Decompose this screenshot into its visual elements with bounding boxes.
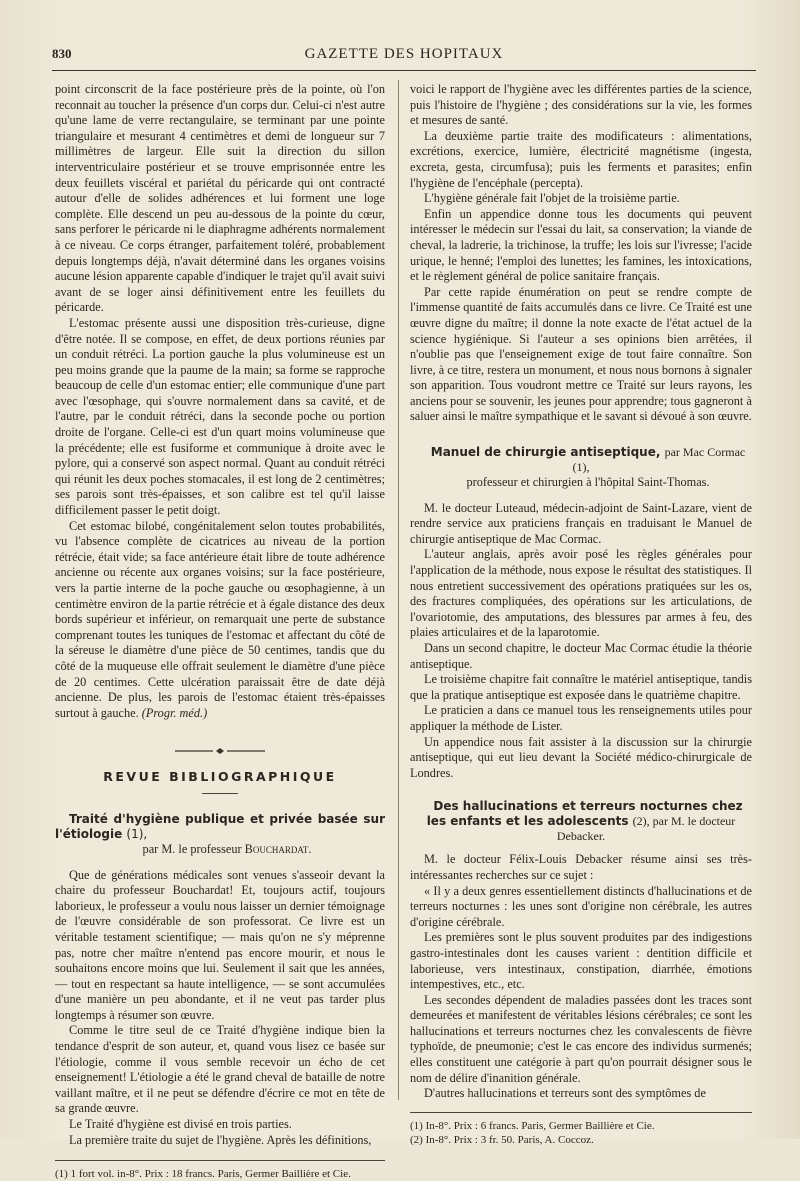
paragraph: La première traite du sujet de l'hygiène. Après les définitions,: [69, 1132, 372, 1147]
paragraph: Comme le titre seul de ce Traité d'hygiène indique bien la tendance d'esprit de son auteur, et, quand vous lisez ce basée sur l'étiologie, comme il vous semble recevoir un écho de cet enseignement! L'étiologie a été le grand cheval de bataille de notre vaillant maître, et il ne peut se défendre d'écrire ce mot en tête de sa grande œuvre.: [55, 1023, 385, 1116]
paragraph: voici le rapport de l'hygiène avec les différentes parties de la science, puis l'histoire de l'hygiène ; des considérations sur la vie, les formes et mesures de santé.: [410, 82, 752, 128]
author-name: Bouchardat.: [244, 841, 312, 856]
header-rule: [52, 70, 756, 71]
paragraph: Par cette rapide énumération on peut se rendre compte de l'immense quantité de faits accumulés dans ce livre. Ce Traité est une œuvre digne du maître; il donne la note exacte de l'état actuel de la science hygiénique. Si l'auteur a ses opinions bien arrêtées, il n'oublie pas que l'enseignement exige de tout faire connaître. Son livre, à ce titre, restera un monument, et nous nous bornons à signaler son apparition. Tous voudront mettre ce Traité sur leurs rayons, les anciens pour se souvenir, les jeunes pour apprendre; tous gagneront à saluer ainsi le maître sympathique et le savant si dévoué à son œuvre.: [410, 284, 752, 424]
paragraph: Le troisième chapitre fait connaître le matériel antiseptique, tandis que la pratique antiseptique est exposée dans le quatrième chapitre.: [410, 672, 752, 702]
page-number: 830: [52, 46, 72, 61]
book-author-line: par Mac Cormac (1),: [572, 445, 746, 475]
paragraph: [55, 519, 385, 722]
citation: (Progr. méd.): [141, 705, 208, 720]
paragraph: Le praticien a dans ce manuel tous les renseignements utiles pour appliquer la méthode de Lister.: [410, 703, 752, 733]
book-title-text: Traité d'hygiène publique et privée basée sur l'étiologie: [55, 811, 385, 841]
author-prefix: par M. le professeur: [142, 841, 242, 856]
column-divider: [398, 80, 399, 1100]
journal-title: GAZETTE DES HOPITAUX: [304, 46, 504, 62]
paragraph: L'hygiène générale fait l'objet de la troisième partie.: [424, 191, 680, 206]
paragraph: L'auteur anglais, après avoir posé les règles générales pour l'application de la méthode, nous expose le résultat des statistiques. Il nous entretient successivement des opérations pratiquées sur les os, des fractures compliquées, des opérations sur les articulations, de l'ovariotomie, des amputations, des blessures par armes à feu, des plaies articulaires et de la laparotomie.: [410, 547, 752, 640]
footnote: (1) In-8°. Prix : 6 francs. Paris, Germer Baillière et Cie.: [410, 1119, 655, 1132]
right-column: [410, 82, 752, 1147]
page-header: [52, 46, 756, 68]
paragraph: Les secondes dépendent de maladies passées dont les traces sont demeurées et manifestent de véritables lésions cérébrales; ce sont les hallucinations et terreurs nocturnes chez les convalescents de fièvre typhoïde, de pneumonie; c'est le cas encore des individus surmenés; elles constituent une catégorie à part qu'on pourrait désigner sous le nom de délire d'inanition générale.: [410, 992, 752, 1085]
paragraph: M. le docteur Félix-Louis Debacker résume ainsi ses très-intéressantes recherches sur ce sujet :: [410, 852, 752, 882]
section-title: REVUE BIBLIOGRAPHIQUE: [103, 769, 337, 785]
paragraph: M. le docteur Luteaud, médecin-adjoint de Saint-Lazare, vient de rendre service aux praticiens français en traduisant le Manuel de chirurgie antiseptique de Mac Cormac.: [410, 500, 752, 546]
paragraph: L'estomac présente aussi une disposition très-curieuse, digne d'être notée. Il se compose, en effet, de deux portions réunies par un conduit rétréci. La portion gauche la plus volumineuse est un peu moins grande que la paume de la main; sa forme se rapproche beaucoup de celle d'un estomac entier; elle communique d'une part avec l'œsophage, qui s'ouvre normalement dans sa cavité, et de l'autre, par le conduit rétréci, dans la seconde poche ou portion droite de l'organe. Celle-ci est d'un quart moins volumineuse que la précédente; elle est fusiforme et communique à droite avec le pylore, qui a conservé son aspect normal. Quant au conduit rétréci qui réunit les deux poches stomacales, il est long de 2 centimètres; ses parois sont très-épaisses, et son calibre est tel qu'il laisse difficilement passer le petit doigt.: [55, 315, 385, 518]
paragraph: point circonscrit de la face postérieure près de la pointe, où l'on reconnait au toucher la présence d'un corps dur. Celui-ci n'est autre qu'une lame de verre rectangulaire, se terminant par une pointe triangulaire et mesurant 4 centimètres et demi de longueur sur 7 millimètres de largeur. Elle suit la direction du sillon interventriculaire postérieur et se trouve emprisonnée entre les deux feuillets viscéral et pariétal du péricarde qui ont contracté autour d'elle de solides adhérences et lui forment une loge complète. Elle descend un peu au-dessous de la pointe du cœur, sans perforer le péricarde ni le diaphragme adhérents normalement à ce niveau. Ce corps étranger, parfaitement toléré, probablement depuis longtemps déjà, n'avait déterminé dans les organes voisins aucune lésion apparente capable d'indiquer le trajet qu'il avait suivi avant de se loger ainsi définitivement entre les feuillets du péricarde.: [55, 82, 385, 315]
footnote-ref: (1),: [126, 826, 148, 841]
footnote: (1) 1 fort vol. in-8°. Prix : 18 francs. Paris, Germer Baillière et Cie.: [55, 1168, 351, 1181]
paragraph: Enfin un appendice donne tous les documents qui peuvent intéresser le médecin sur l'essai du lait, sa conservation; la viande de cheval, la ladrerie, la trichinose, la truffe; les lois sur l'ivresse; l'acide urique, le henné; l'emploi des lunettes; les famines, les intoxications, et le règlement général de police sanitaire français.: [410, 206, 752, 284]
ornament-divider-icon: [175, 747, 265, 755]
book-author-role: professeur et chirurgien à l'hôpital Saint-Thomas.: [466, 475, 710, 490]
footnote: (2) In-8°. Prix : 3 fr. 50. Paris, A. Coccoz.: [410, 1133, 594, 1146]
paragraph-text: Cet estomac bilobé, congénitalement selon toutes probabilités, vu l'absence complète de cicatrices au niveau de la portion rétrécie, était vide; sa face antérieure était libre de toute adhérence ancienne ou récente aux organes voisins; sur la face postérieure, vers la partie interne de la poche gauche ou œsophagienne, à un centimètre environ de la partie rétrécie et à égale distance des deux bords supérieur et inférieur, on remarquait une perte de substance comprenant toutes les tuniques de l'estomac et affectant du côté de la séreuse le diamètre d'une pièce de 50 centimes, tandis que du côté de la muqueuse elle offrait seulement le diamètre d'une pièce de 20 centimes. Cette ulcération paraissait être de date déjà ancienne. De plus, les parois de l'estomac étaient très-épaisses surtout à gauche.: [55, 518, 385, 720]
paragraph: « Il y a deux genres essentiellement distincts d'hallucinations et de terreurs nocturnes : les unes sont d'origine non cérébrale, les autres d'origine cérébrale.: [410, 883, 752, 929]
book-author: [55, 842, 385, 858]
paragraph: Dans un second chapitre, le docteur Mac Cormac étudie la théorie antiseptique.: [410, 641, 752, 671]
left-column: [55, 82, 385, 1181]
book-title-text: Manuel de chirurgie antiseptique,: [430, 445, 661, 460]
book-title-text: Des hallucinations et terreurs nocturnes chez les enfants et les adolescents: [426, 799, 743, 829]
book-author-line: (2), par M. le docteur Debacker.: [556, 814, 736, 844]
book-title: [410, 799, 752, 844]
book-title: [410, 445, 752, 475]
paragraph: Que de générations médicales sont venues s'asseoir devant la chaire du professeur Bouchardat! Et, toujours actif, toujours laborieux, le professeur a voulu nous laisser un dernier témoignage de l'œuvre considérable de son professorat. Ce livre est un véritable testament scientifique; — mais qu'on ne s'y méprenne pas, notre cher maître n'entend pas encore mourir, et nous le souhaitons encore moins que lui. Seulement il sait que les années, — tout en respectant sa haute intelligence, — se sont accumulées d'une manière un peu abondante, et il ne veut pas tarder plus longtemps à résumer son œuvre.: [55, 867, 385, 1022]
book-title: [55, 812, 385, 842]
paragraph: D'autres hallucinations et terreurs sont des symptômes de: [424, 1086, 706, 1101]
paragraph: Les premières sont le plus souvent produites par des indigestions gastro-intestinales dont les causes varient : dentition difficile et laborieuse, vers intestinaux, constipation, diarrhée, émotions intempestives, etc., etc.: [410, 930, 752, 992]
paragraph: Un appendice nous fait assister à la discussion sur la chirurgie antiseptique, qui eut lieu devant la Société médico-chirurgicale de Londres.: [410, 734, 752, 780]
paragraph: La deuxième partie traite des modificateurs : alimentations, excrétions, exercice, lumière, électricité magnétisme (ingesta, excreta, gesta, circumfusa); puis les ferments et parasites; enfin l'hygiène de l'encéphale (percepta).: [410, 128, 752, 190]
paragraph: Le Traité d'hygiène est divisé en trois parties.: [69, 1117, 292, 1132]
